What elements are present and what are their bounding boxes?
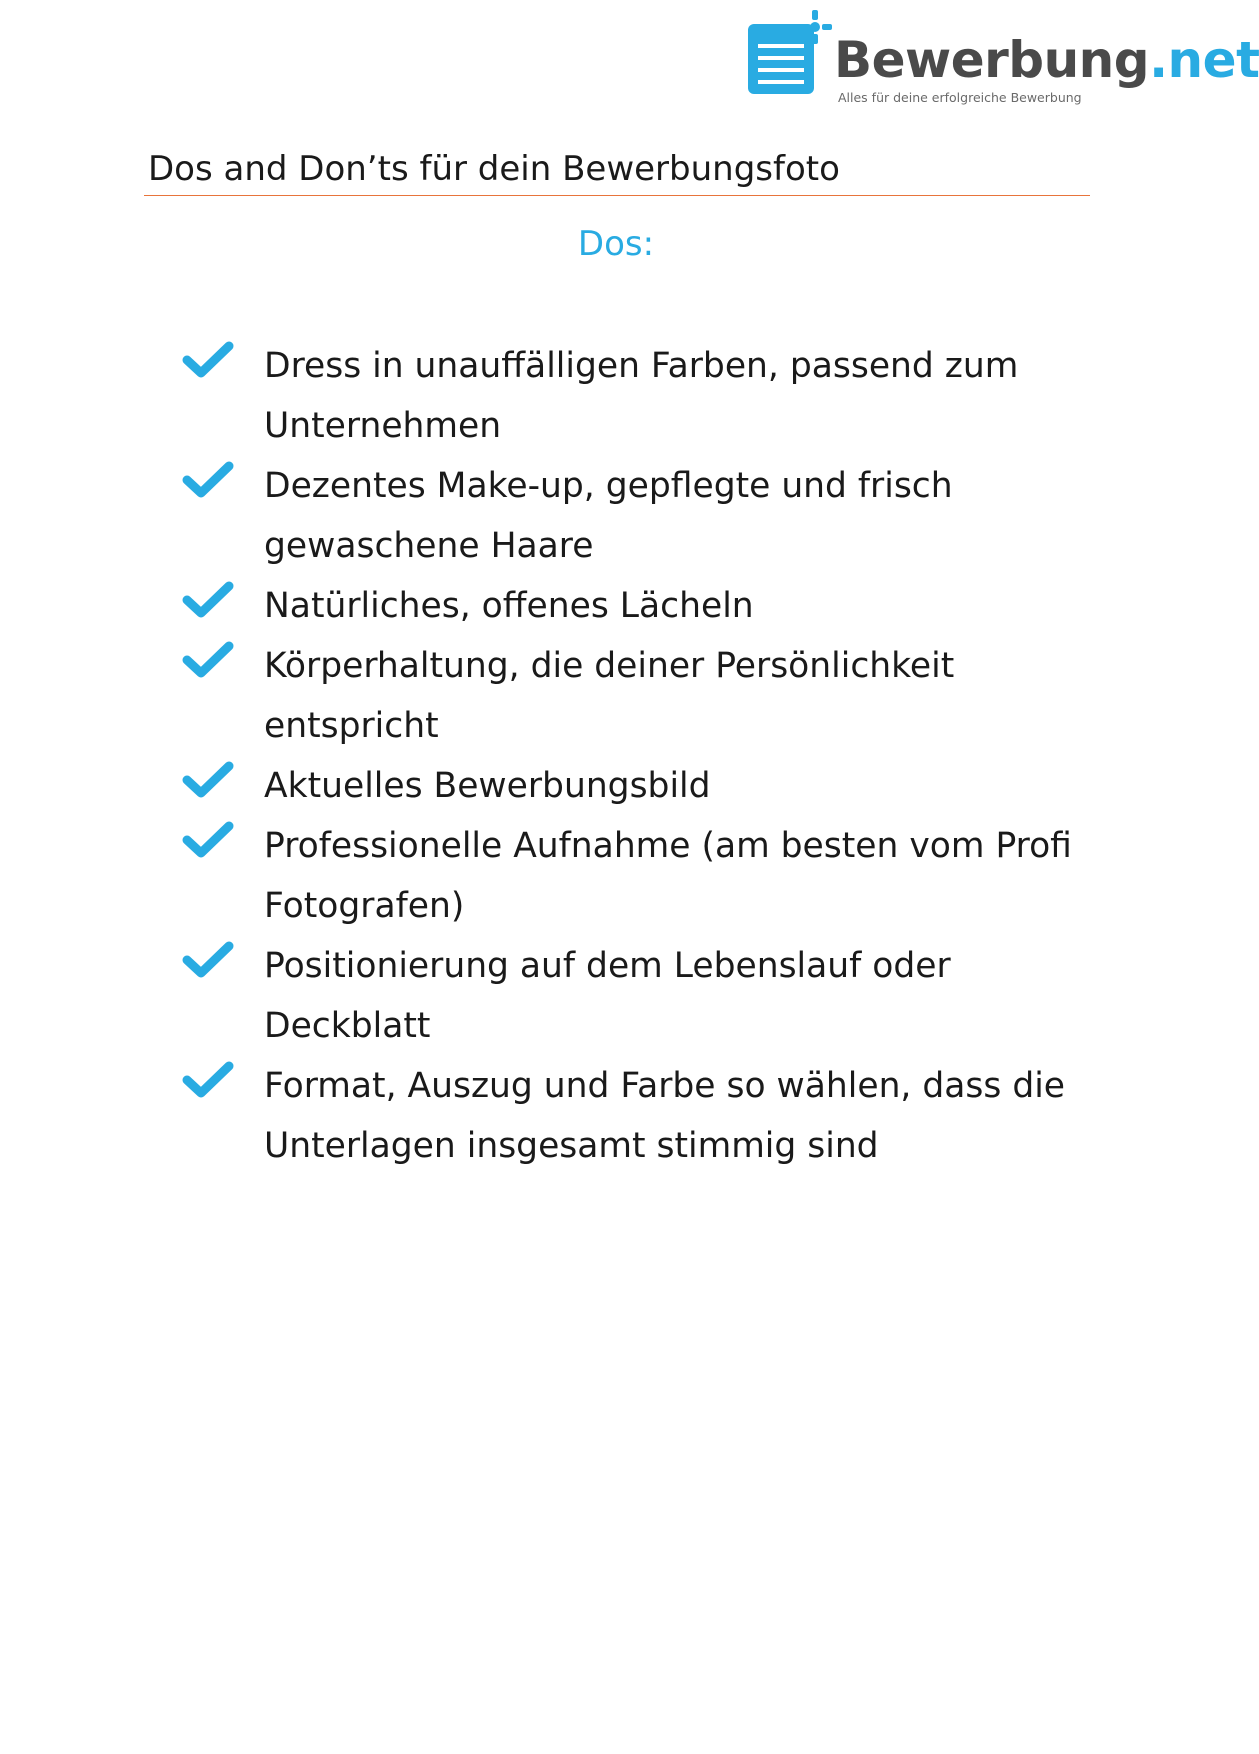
brand-name-accent: .net [1149, 31, 1259, 89]
checklist-item-text: Format, Auszug und Farbe so wählen, dass die Unterlagen insgesamt stimmig sind [264, 1066, 1066, 1166]
checkmark-icon [182, 940, 234, 980]
brand-logo [748, 10, 1259, 110]
checklist-item [182, 336, 1102, 456]
checklist-item [182, 576, 1102, 636]
checklist-item [182, 816, 1102, 936]
brand-tagline: Alles für deine erfolgreiche Bewerbung [838, 90, 1082, 105]
checklist-item-text: Körperhaltung, die deiner Persönlichkeit entspricht [264, 646, 955, 746]
document-sparkle-icon [748, 10, 836, 102]
section-heading-dos: Dos: [577, 224, 655, 264]
checkmark-icon [182, 340, 234, 380]
checklist-item [182, 456, 1102, 576]
checklist-item [182, 636, 1102, 756]
checklist-item-text: Dezentes Make-up, gepflegte und frisch gewaschene Haare [264, 466, 953, 566]
checklist-item-text: Natürliches, offenes Lächeln [264, 586, 754, 626]
checklist-item [182, 936, 1102, 1056]
brand-wordmark [834, 32, 1259, 88]
brand-name-main: Bewerbung [834, 31, 1150, 89]
checkmark-icon [182, 460, 234, 500]
checklist-item [182, 1056, 1102, 1176]
checklist-item-text: Dress in unauffälligen Farben, passend zum Unternehmen [264, 346, 1019, 446]
dos-checklist [182, 336, 1102, 1176]
checklist-item-text: Aktuelles Bewerbungsbild [264, 766, 711, 806]
checklist-item-text: Professionelle Aufnahme (am besten vom Profi Fotografen) [264, 826, 1072, 926]
page-title: Dos and Don’ts für dein Bewerbungsfoto [148, 149, 840, 189]
checkmark-icon [182, 820, 234, 860]
checkmark-icon [182, 640, 234, 680]
title-divider [144, 195, 1090, 196]
checklist-item-text: Positionierung auf dem Lebenslauf oder Deckblatt [264, 946, 951, 1046]
checkmark-icon [182, 580, 234, 620]
checkmark-icon [182, 760, 234, 800]
checklist-item [182, 756, 1102, 816]
checkmark-icon [182, 1060, 234, 1100]
